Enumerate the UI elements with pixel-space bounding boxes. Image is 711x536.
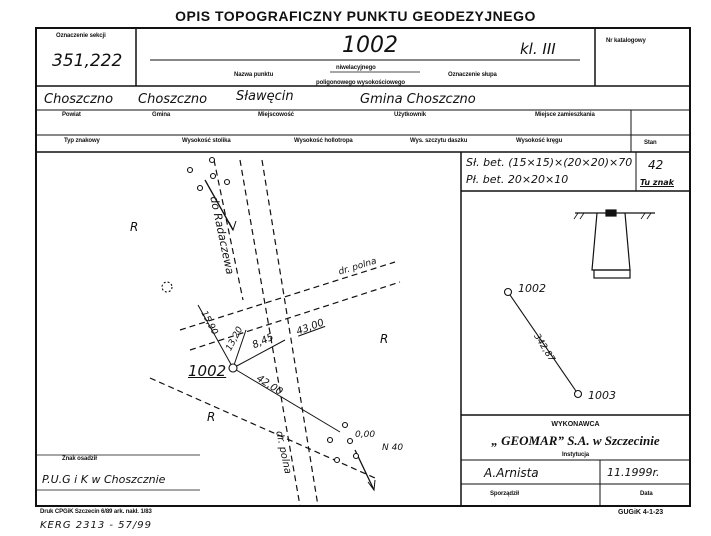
label-contractor: WYKONAWCA — [551, 421, 600, 428]
label-residence: Miejsce zamieszkania — [535, 112, 595, 118]
label-niwelacyjnego: niwelacyjnego — [336, 65, 376, 71]
section-value: 351,222 — [52, 51, 123, 71]
measure-3: 8,45 — [250, 331, 276, 352]
side-point-2: 1003 — [588, 389, 616, 402]
label-type: Typ znakowy — [64, 138, 100, 144]
class-value: kl. III — [520, 40, 556, 58]
measure-1: 15,90 — [198, 309, 220, 337]
measure-2: 13,20 — [224, 325, 246, 353]
label-institution: Instytucja — [561, 452, 589, 458]
plate-spec: Pł. bet. 20×20×10 — [466, 173, 569, 186]
label-point-name: Nazwa punktu — [234, 72, 274, 78]
print-note: Druk CPGiK Szczecin 6/89 ark. nakł. 1/83 — [40, 509, 152, 515]
road-label-radaczewo: do Radaczewa — [207, 195, 237, 276]
label-roof-height: Wys. szczytu daszku — [410, 138, 468, 144]
side-distance: 342,87 — [531, 331, 557, 365]
land-use-r1: R — [130, 220, 139, 234]
placed-by-value: P.U.G i K w Choszcznie — [42, 473, 166, 486]
label-section: Oznaczenie sekcji — [56, 33, 106, 39]
kerg-number: KERG 2313 - 57/99 — [40, 520, 152, 531]
side-point-1: 1002 — [518, 282, 546, 295]
pillar-spec: Sł. bet. (15×15)×(20×20)×70 — [466, 156, 633, 169]
page-title: OPIS TOPOGRAFICZNY PUNKTU GEODEZYJNEGO — [175, 8, 536, 24]
label-prepared-by: Sporządził — [490, 491, 520, 497]
label-heliotrope-height: Wysokość hollotropa — [294, 138, 353, 144]
label-table-height: Wysokość stolika — [182, 138, 231, 144]
marker-text: Tu znak — [640, 178, 674, 187]
prepared-by-value: A.Arnista — [484, 466, 539, 480]
commune-value: Choszczno — [138, 92, 208, 107]
label-poligonowego: poligonowego wysokościowego — [316, 80, 405, 86]
label-county: Powiat — [62, 112, 81, 118]
label-placed-by: Znak osadził — [62, 456, 97, 462]
label-locality: Miejscowość — [258, 112, 294, 118]
label-commune: Gmina — [152, 112, 171, 118]
sketch-point-number: 1002 — [188, 362, 227, 380]
north-label: N 40 — [382, 443, 404, 453]
label-ring-height: Wysokość kręgu — [516, 138, 563, 144]
label-state: Stan — [644, 140, 657, 146]
land-use-r2: R — [380, 332, 389, 346]
label-owner: Użytkownik — [394, 112, 427, 118]
contractor-value: „ GEOMAR” S.A. w Szczecinie — [491, 433, 660, 448]
road-label-field-1: dr. polna — [337, 256, 378, 278]
year-value: 42 — [648, 158, 664, 172]
measure-4: 43,00 — [294, 317, 326, 338]
measure-5: 42,00 — [254, 373, 285, 398]
road-label-field-2: dr. polna — [273, 430, 294, 475]
county-value: Choszczno — [44, 92, 114, 107]
point-number: 1002 — [342, 33, 398, 58]
label-date: Data — [640, 491, 653, 497]
label-catalog: Nr katalogowy — [606, 38, 646, 44]
form-id: GUGiK 4-1-23 — [618, 509, 664, 516]
date-value: 11.1999r. — [607, 466, 660, 479]
land-use-r3: R — [207, 410, 216, 424]
measure-6: 0,00 — [355, 430, 376, 440]
owner-value: Gmina Choszczno — [360, 92, 476, 107]
label-pillar: Oznaczenie słupa — [448, 72, 497, 78]
locality-value: Sławęcin — [236, 89, 294, 104]
